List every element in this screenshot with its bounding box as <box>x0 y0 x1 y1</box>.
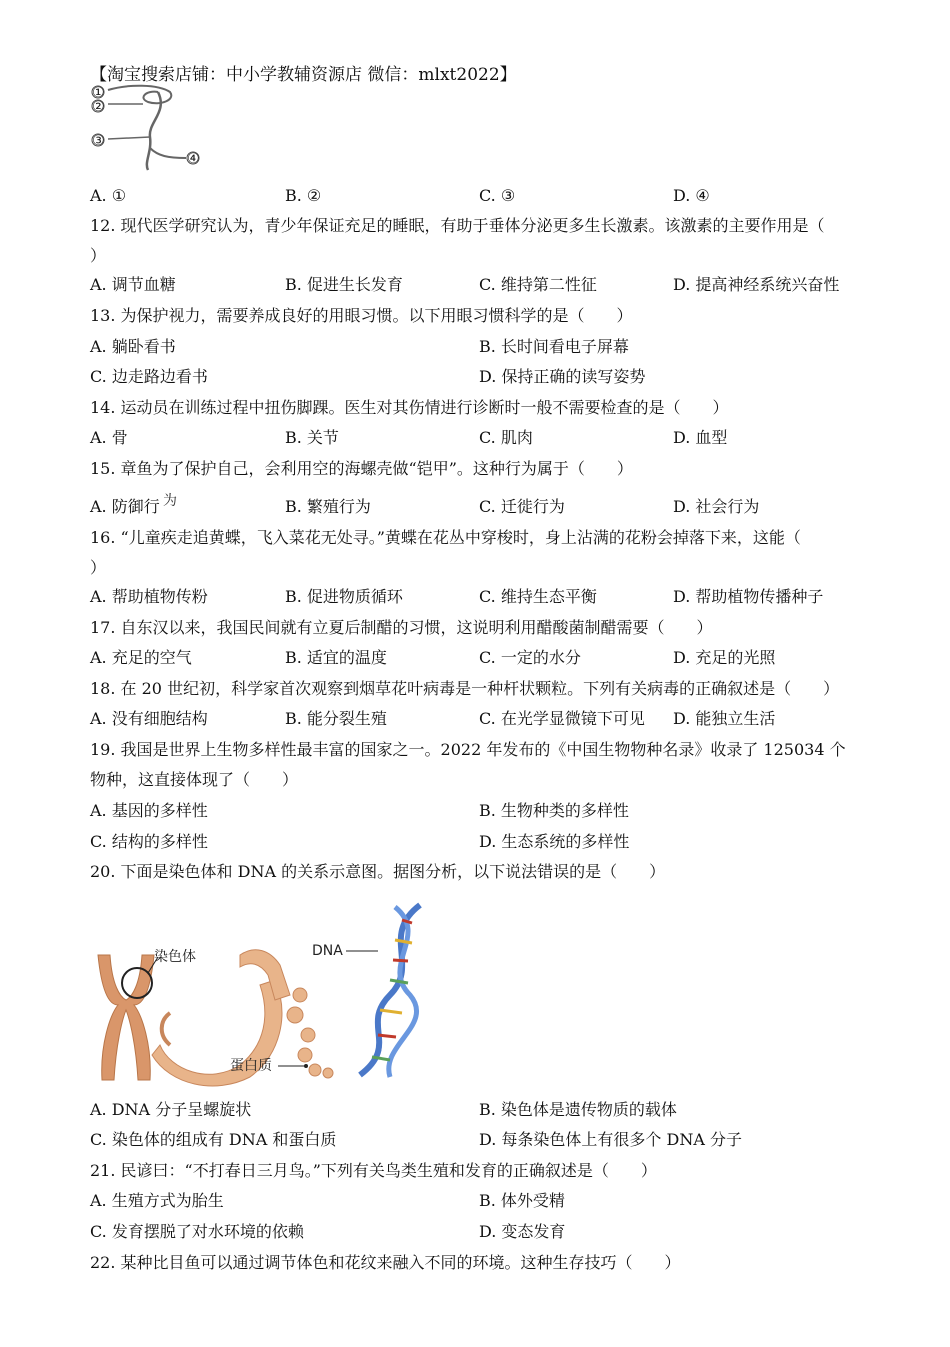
q15-option-d: D. 社会行为 <box>673 497 760 516</box>
dna-helix <box>360 905 420 1077</box>
protein-label: 蛋白质 <box>230 1058 272 1074</box>
q21-stem: 21. 民谚曰：“不打春日三月鸟。”下列有关鸟类生殖和发育的正确叙述是（ ） <box>90 1161 657 1180</box>
q12-stem-cont: ） <box>90 246 107 265</box>
q21-option-c: C. 发育摆脱了对水环境的依赖 <box>90 1222 304 1241</box>
q19-option-d: D. 生态系统的多样性 <box>479 832 630 851</box>
q13-option-a: A. 躺卧看书 <box>90 337 176 356</box>
q12-option-d: D. 提高神经系统兴奋性 <box>673 275 840 294</box>
q15-option-c: C. 迁徙行为 <box>479 497 565 516</box>
chromosome-dna-figure <box>90 895 440 1090</box>
q16-option-c: C. 维持生态平衡 <box>479 587 597 606</box>
q19-stem-cont: 物种，这直接体现了（ ） <box>90 770 299 789</box>
q14-option-c: C. 肌肉 <box>479 428 533 447</box>
q15-option-a: A. 防御行 <box>90 497 160 516</box>
q17-option-b: B. 适宜的温度 <box>285 648 387 667</box>
q20-option-a: A. DNA 分子呈螺旋状 <box>90 1100 252 1119</box>
q11-option-c: C. ③ <box>479 186 516 205</box>
q19-stem: 19. 我国是世界上生物多样性最丰富的国家之一。2022 年发布的《中国生物物种名录》收录了 125034 个 <box>90 740 846 759</box>
q15-option-b: B. 繁殖行为 <box>285 497 371 516</box>
q13-option-d: D. 保持正确的读写姿势 <box>479 367 646 386</box>
q19-option-c: C. 结构的多样性 <box>90 832 208 851</box>
q13-option-b: B. 长时间看电子屏幕 <box>479 337 629 356</box>
fig1-label-4: ④ <box>187 151 200 167</box>
q12-option-c: C. 维持第二性征 <box>479 275 597 294</box>
q14-option-a: A. 骨 <box>90 428 128 447</box>
q16-stem: 16. “儿童疾走追黄蝶，飞入菜花无处寻。”黄蝶在花丛中穿梭时，身上沾满的花粉会掉落下来，这能（ <box>90 528 801 547</box>
q12-option-b: B. 促进生长发育 <box>285 275 403 294</box>
dna-label: DNA <box>312 943 343 959</box>
q18-option-c: C. 在光学显微镜下可见 <box>479 709 645 728</box>
q17-option-a: A. 充足的空气 <box>90 648 192 667</box>
q17-stem: 17. 自东汉以来，我国民间就有立夏后制醋的习惯，这说明利用醋酸菌制醋需要（ ） <box>90 618 713 637</box>
q18-stem: 18. 在 20 世纪初，科学家首次观察到烟草花叶病毒是一种杆状颗粒。下列有关病毒的正确叙述是（ ） <box>90 679 840 698</box>
q16-option-a: A. 帮助植物传粉 <box>90 587 208 606</box>
page-header: 【淘宝搜索店铺：中小学教辅资源店 微信：mlxt2022】 <box>90 65 517 85</box>
q12-option-a: A. 调节血糖 <box>90 275 176 294</box>
q14-option-d: D. 血型 <box>673 428 728 447</box>
q15-stray-char: 为 <box>163 493 177 509</box>
q20-stem: 20. 下面是染色体和 DNA 的关系示意图。据图分析，以下说法错误的是（ ） <box>90 862 666 881</box>
q16-option-b: B. 促进物质循环 <box>285 587 403 606</box>
q18-option-d: D. 能独立生活 <box>673 709 776 728</box>
fig1-label-3: ③ <box>92 133 105 149</box>
q11-option-b: B. ② <box>285 186 322 205</box>
q16-option-d: D. 帮助植物传播种子 <box>673 587 824 606</box>
q15-stem: 15. 章鱼为了保护自己，会利用空的海螺壳做“铠甲”。这种行为属于（ ） <box>90 459 633 478</box>
fig1-label-1: ① <box>92 85 105 101</box>
q16-stem-cont: ） <box>90 558 107 577</box>
q19-option-b: B. 生物种类的多样性 <box>479 801 629 820</box>
q17-option-c: C. 一定的水分 <box>479 648 581 667</box>
chromosome-label: 染色体 <box>154 949 196 965</box>
q21-option-a: A. 生殖方式为胎生 <box>90 1191 224 1210</box>
q18-option-a: A. 没有细胞结构 <box>90 709 208 728</box>
q21-option-d: D. 变态发育 <box>479 1222 566 1241</box>
q20-option-c: C. 染色体的组成有 DNA 和蛋白质 <box>90 1130 337 1149</box>
q20-option-b: B. 染色体是遗传物质的载体 <box>479 1100 677 1119</box>
anatomy-figure <box>88 82 208 172</box>
q19-option-a: A. 基因的多样性 <box>90 801 208 820</box>
q13-stem: 13. 为保护视力，需要养成良好的用眼习惯。以下用眼习惯科学的是（ ） <box>90 306 633 325</box>
q22-stem: 22. 某种比目鱼可以通过调节体色和花纹来融入不同的环境。这种生存技巧（ ） <box>90 1253 681 1272</box>
q12-stem: 12. 现代医学研究认为，青少年保证充足的睡眠，有助于垂体分泌更多生长激素。该激素的主要作用是（ <box>90 216 825 235</box>
q18-option-b: B. 能分裂生殖 <box>285 709 387 728</box>
q14-stem: 14. 运动员在训练过程中扭伤脚踝。医生对其伤情进行诊断时一般不需要检查的是（ ） <box>90 398 729 417</box>
q20-option-d: D. 每条染色体上有很多个 DNA 分子 <box>479 1130 742 1149</box>
fig1-label-2: ② <box>92 99 105 115</box>
q14-option-b: B. 关节 <box>285 428 339 447</box>
q11-option-a: A. ① <box>90 186 127 205</box>
q21-option-b: B. 体外受精 <box>479 1191 565 1210</box>
q17-option-d: D. 充足的光照 <box>673 648 776 667</box>
q11-option-d: D. ④ <box>673 186 710 205</box>
q13-option-c: C. 边走路边看书 <box>90 367 208 386</box>
